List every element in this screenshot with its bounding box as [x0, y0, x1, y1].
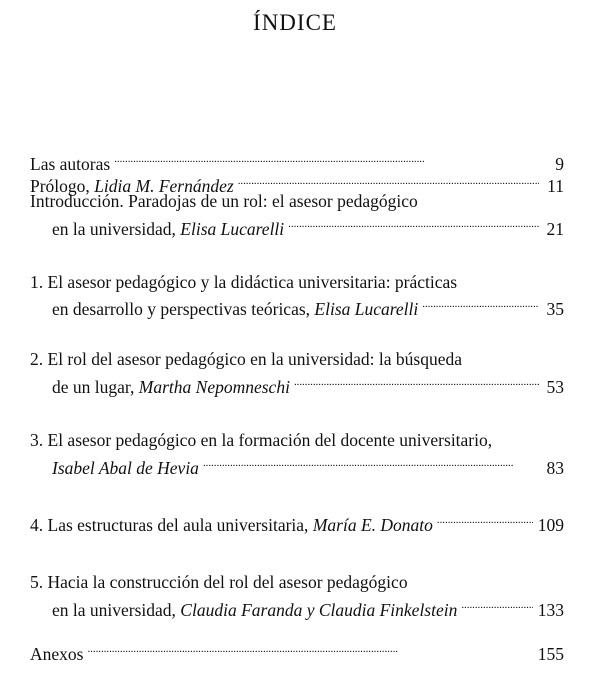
toc-entry-text: Las estructuras del aula universitaria,: [47, 515, 313, 535]
dot-leader: [294, 369, 539, 393]
toc-entry-las-autoras: [30, 146, 564, 174]
toc-entry-text: Anexos: [30, 644, 84, 664]
toc-entry-author: Claudia Faranda y Claudia Finkelstein: [180, 600, 458, 620]
toc-entry-chapter-5-line2: [30, 592, 564, 620]
chapter-number: 2.: [30, 349, 44, 369]
dot-leader: [87, 636, 532, 660]
toc-entry-chapter-2-line2: [30, 369, 564, 397]
toc-entry-author: Elisa Lucarelli: [314, 299, 419, 319]
toc-entry-text: Las autoras: [30, 154, 111, 174]
toc-entry-author: Isabel Abal de Hevia: [52, 458, 199, 478]
dot-leader: [461, 592, 532, 616]
toc-entry-text: en desarrollo y perspectivas teóricas,: [52, 299, 315, 319]
chapter-number: 4.: [30, 515, 44, 535]
toc-entry-chapter-5-line1: [30, 570, 564, 594]
toc-page-number: 133: [537, 600, 564, 620]
toc-page-number: 9: [555, 154, 564, 174]
toc-entry-text: El asesor pedagógico en la formación del docente universitario,: [47, 430, 493, 450]
toc-entry-text: en la universidad,: [52, 219, 181, 239]
toc-entry-author: Elisa Lucarelli: [180, 219, 285, 239]
toc-entry-text: en la universidad,: [52, 600, 181, 620]
toc-entry-introduccion-line1: [30, 189, 564, 213]
chapter-number: 3.: [30, 430, 44, 450]
toc-entry-text: Introducción. Paradojas de un rol: el asesor pedagógico: [30, 191, 418, 211]
chapter-number: 5.: [30, 572, 44, 592]
toc-entry-introduccion-line2: [30, 211, 564, 239]
toc-entry-author: María E. Donato: [312, 515, 433, 535]
dot-leader: [288, 211, 539, 235]
toc-entry-text: El rol del asesor pedagógico en la universidad: la búsqueda: [47, 349, 463, 369]
toc-entry-author: Martha Nepomneschi: [138, 377, 290, 397]
toc-entry-author: Lidia M. Fernández: [94, 176, 234, 196]
toc-entry-text: Hacia la construcción del rol del asesor pedagógico: [47, 572, 408, 592]
toc-entry-chapter-3-line2: [30, 450, 564, 478]
toc-entry-chapter-3-line1: [30, 428, 564, 452]
toc-entry-chapter-2-line1: [30, 347, 564, 371]
dot-leader: [422, 291, 539, 315]
dot-leader: [437, 507, 533, 531]
toc-page-number: 155: [537, 644, 564, 664]
toc-page-number: 109: [537, 515, 564, 535]
toc-page-number: 11: [547, 176, 564, 196]
toc-page-number: 35: [546, 299, 564, 319]
toc-entry-chapter-1-line2: [30, 291, 564, 319]
table-of-contents: [30, 0, 564, 674]
chapter-number: 1.: [30, 272, 44, 292]
toc-entry-text: de un lugar,: [52, 377, 139, 397]
toc-page-number: 83: [546, 458, 564, 478]
toc-entry-text: Prólogo,: [30, 176, 95, 196]
dot-leader: [114, 146, 539, 170]
dot-leader: [203, 450, 539, 474]
page-title: ÍNDICE: [253, 10, 337, 35]
toc-page-number: 53: [546, 377, 564, 397]
toc-entry-anexos: [30, 636, 564, 664]
toc-entry-chapter-4: [30, 507, 564, 535]
toc-entry-text: El asesor pedagógico y la didáctica universitaria: prácticas: [47, 272, 458, 292]
toc-page-number: 21: [546, 219, 564, 239]
